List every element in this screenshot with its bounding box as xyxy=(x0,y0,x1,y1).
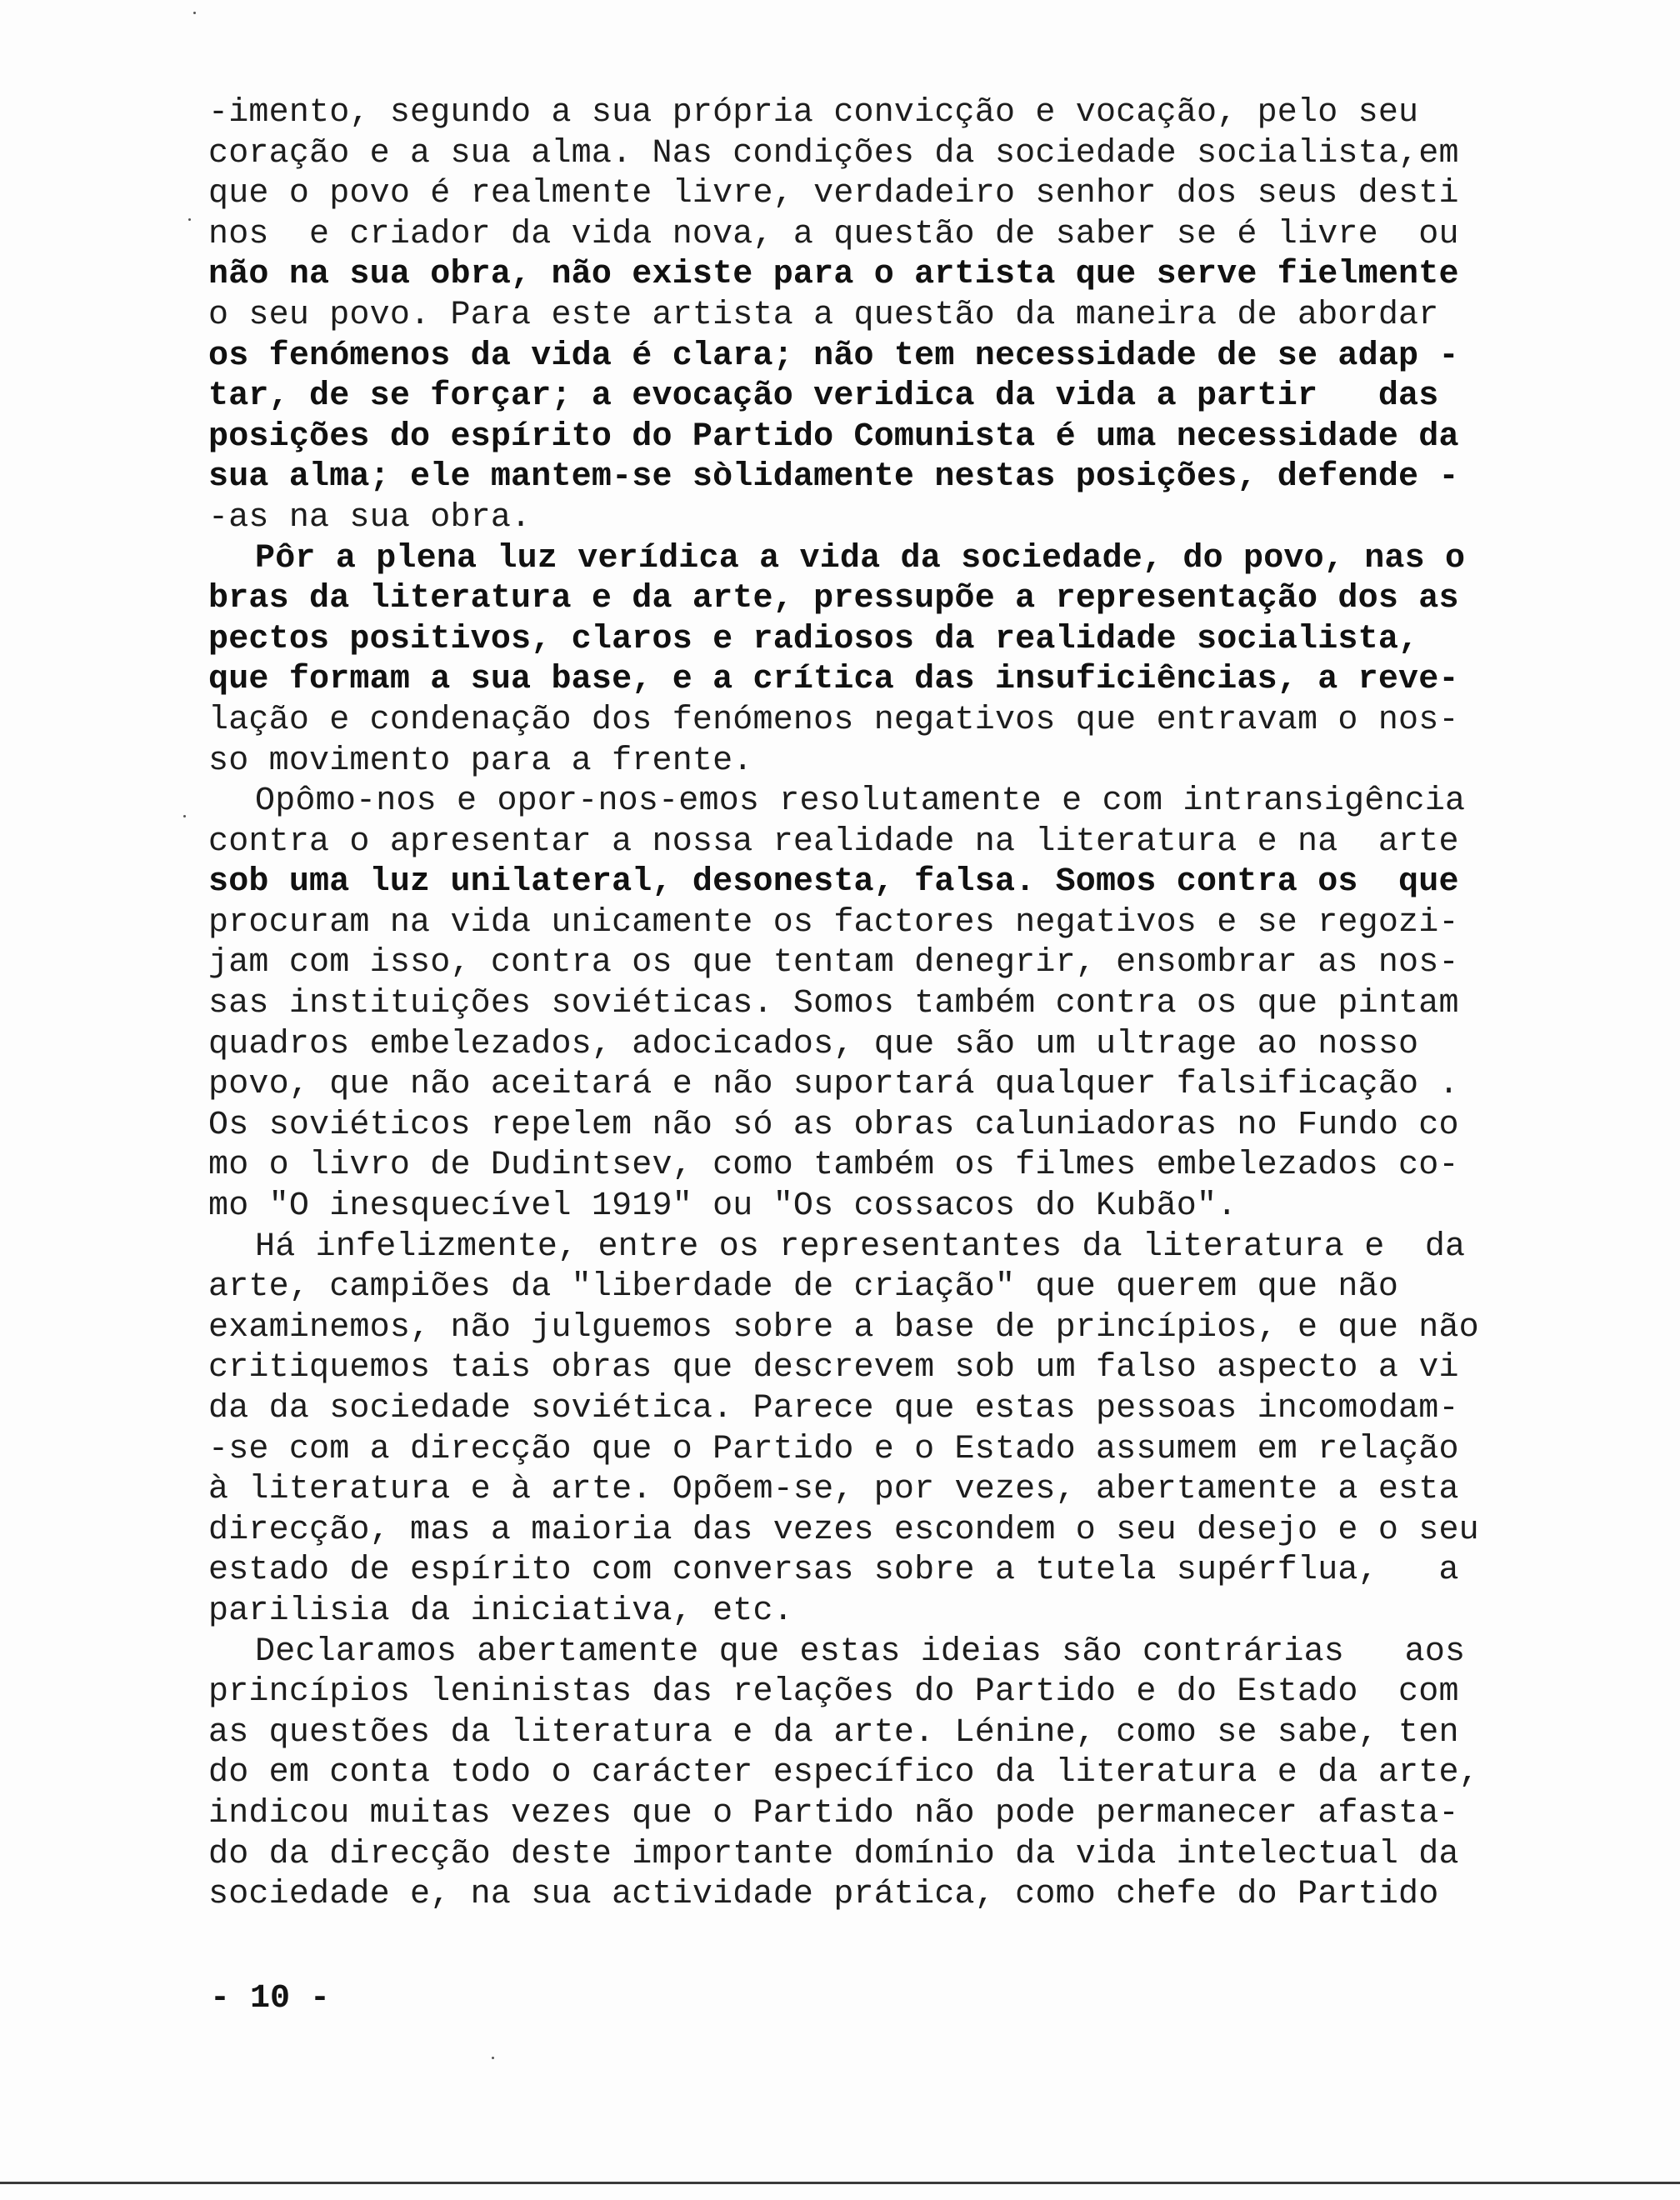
text-line: arte, campiões da "liberdade de criação" que querem que não xyxy=(208,1268,1399,1307)
text-line: sas instituições soviéticas. Somos também contra os que pintam xyxy=(208,985,1459,1023)
scan-speck xyxy=(193,12,196,14)
text-line: pectos positivos, claros e radiosos da realidade socialista, xyxy=(208,620,1419,658)
text-line: quadros embelezados, adocicados, que são um ultrage ao nosso xyxy=(208,1025,1419,1063)
text-line: -se com a direcção que o Partido e o Estado assumem em relação xyxy=(208,1430,1459,1468)
text-line: indicou muitas vezes que o Partido não pode permanecer afasta- xyxy=(208,1794,1459,1832)
text-line: povo, que não aceitará e não suportará qualquer falsificação . xyxy=(208,1066,1459,1104)
text-line: princípios leninistas das relações do Partido e do Estado com xyxy=(208,1673,1459,1712)
text-line: Opômo-nos e opor-nos-emos resolutamente e com intransigência xyxy=(255,782,1466,821)
text-line: procuram na vida unicamente os factores negativos e se regozi- xyxy=(208,903,1459,942)
text-line: do da direcção deste importante domínio da vida intelectual da xyxy=(208,1835,1459,1873)
scan-speck xyxy=(183,815,186,818)
text-line: examinemos, não julguemos sobre a base de princípios, e que não xyxy=(208,1308,1479,1347)
text-line: Pôr a plena luz verídica a vida da sociedade, do povo, nas o xyxy=(255,539,1466,578)
text-line: não na sua obra, não existe para o artista que serve fielmente xyxy=(208,256,1459,294)
text-line: que o povo é realmente livre, verdadeiro senhor dos seus desti xyxy=(208,175,1459,213)
scan-speck xyxy=(188,218,191,221)
text-line: os fenómenos da vida é clara; não tem necessidade de se adap - xyxy=(208,337,1459,375)
bottom-scan-edge xyxy=(0,2182,1680,2184)
text-line: so movimento para a frente. xyxy=(208,742,753,780)
text-line: sob uma luz unilateral, desonesta, falsa. Somos contra os que xyxy=(208,863,1459,902)
text-line: lação e condenação dos fenómenos negativos que entravam o nos- xyxy=(208,701,1459,739)
text-line: que formam a sua base, e a crítica das insuficiências, a reve- xyxy=(208,661,1459,699)
scan-speck xyxy=(492,2057,494,2059)
text-line: sua alma; ele mantem-se sòlidamente nestas posições, defende - xyxy=(208,458,1459,497)
text-line: -as na sua obra. xyxy=(208,498,532,537)
text-line: contra o apresentar a nossa realidade na literatura e na arte xyxy=(208,822,1459,861)
text-line: da da sociedade soviética. Parece que estas pessoas incomodam- xyxy=(208,1390,1459,1428)
text-line: as questões da literatura e da arte. Lénine, como se sabe, ten xyxy=(208,1713,1459,1752)
text-line: o seu povo. Para este artista a questão da maneira de abordar xyxy=(208,296,1439,334)
text-line: do em conta todo o carácter específico da literatura e da arte, xyxy=(208,1754,1479,1792)
page-number: - 10 - xyxy=(210,1980,331,2018)
text-line: sociedade e, na sua actividade prática, como chefe do Partido xyxy=(208,1876,1439,1914)
text-line: parilisia da iniciativa, etc. xyxy=(208,1592,793,1630)
text-line: posições do espírito do Partido Comunista é uma necessidade da xyxy=(208,418,1459,456)
text-line: tar, de se forçar; a evocação veridica da vida a partir das xyxy=(208,378,1439,416)
text-line: Os soviéticos repelem não só as obras caluniadoras no Fundo co xyxy=(208,1106,1459,1144)
text-line: Há infelizmente, entre os representantes da literatura e da xyxy=(255,1228,1466,1266)
text-line: -imento, segundo a sua própria convicção e vocação, pelo seu xyxy=(208,94,1419,132)
text-line: estado de espírito com conversas sobre a tutela supérflua, a xyxy=(208,1552,1459,1590)
text-line: critiquemos tais obras que descrevem sob um falso aspecto a vi xyxy=(208,1349,1459,1388)
text-line: mo o livro de Dudintsev, como também os filmes embelezados co- xyxy=(208,1147,1459,1185)
text-line: Declaramos abertamente que estas ideias são contrárias aos xyxy=(255,1632,1466,1671)
text-line: à literatura e à arte. Opõem-se, por vezes, abertamente a esta xyxy=(208,1471,1459,1509)
text-line: direcção, mas a maioria das vezes escondem o seu desejo e o seu xyxy=(208,1511,1479,1549)
text-line: nos e criador da vida nova, a questão de saber se é livre ou xyxy=(208,215,1459,253)
text-line: mo "O inesquecível 1919" ou "Os cossacos do Kubão". xyxy=(208,1188,1238,1226)
text-line: coração e a sua alma. Nas condições da sociedade socialista,em xyxy=(208,134,1459,172)
text-line: bras da literatura e da arte, pressupõe a representação dos as xyxy=(208,580,1459,618)
body-text xyxy=(208,93,1575,1916)
text-line: jam com isso, contra os que tentam denegrir, ensombrar as nos- xyxy=(208,944,1459,982)
